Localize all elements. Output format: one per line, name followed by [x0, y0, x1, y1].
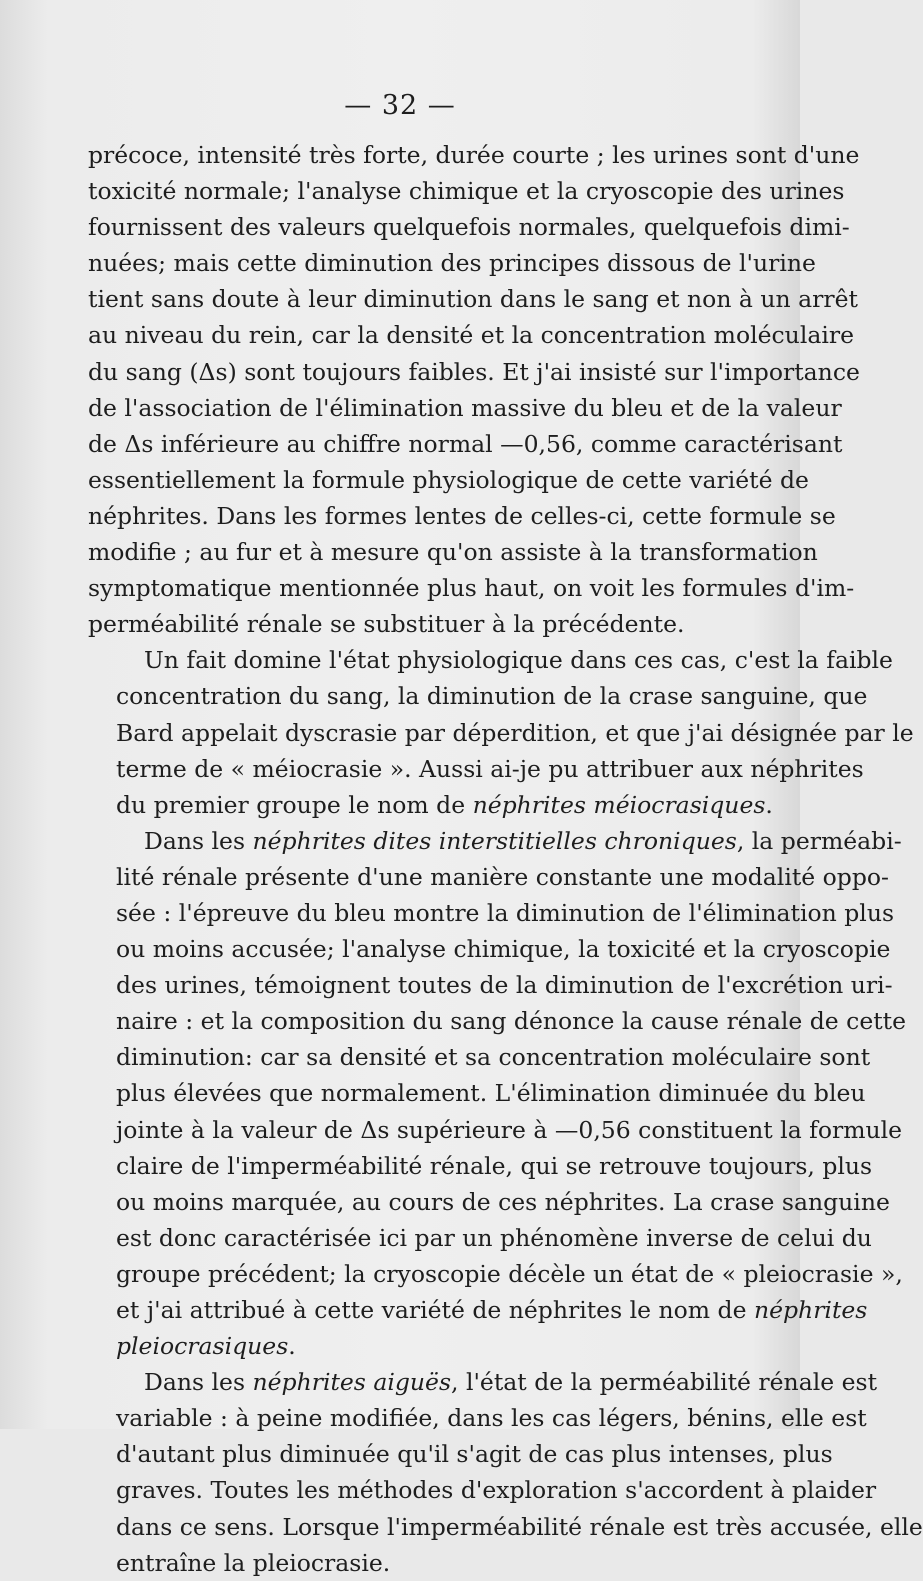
text-segment: Un fait domine l'état physiologique dans ces cas, c'est la faible — [144, 646, 893, 675]
text-segment: terme de « méiocrasie ». Aussi ai-je pu attribuer aux néphrites — [116, 754, 864, 783]
text-line — [88, 678, 868, 714]
text-line — [88, 209, 850, 245]
text-segment: de l'association de l'élimination massive du bleu et de la valeur — [88, 393, 842, 422]
text-segment: jointe à la valeur de Δs supérieure à —0,56 constituent la formule — [116, 1115, 903, 1144]
text-segment: groupe précédent; la cryoscopie décèle un état de « pleiocrasie », — [116, 1259, 903, 1288]
text-segment: . — [765, 790, 773, 819]
text-line — [88, 1509, 923, 1545]
text-line — [88, 967, 893, 1003]
text-line — [88, 1256, 903, 1292]
text-segment: graves. Toutes les méthodes d'exploration s'accordent à plaider — [116, 1476, 877, 1505]
text-line — [88, 1003, 907, 1039]
text-line — [88, 1364, 878, 1400]
text-segment: naire : et la composition du sang dénonce la cause rénale de cette — [116, 1007, 907, 1036]
text-segment: entraîne la pleiocrasie. — [116, 1548, 391, 1577]
text-segment: , l'état de la perméabilité rénale est — [451, 1368, 878, 1397]
italic-text: pleiocrasiques — [116, 1332, 289, 1361]
text-line — [88, 1039, 871, 1075]
italic-text: néphrites — [753, 1296, 868, 1324]
text-segment: . — [288, 1332, 296, 1361]
text-line — [88, 1148, 873, 1184]
text-line — [88, 1436, 833, 1472]
text-line — [88, 1112, 903, 1148]
text-segment: lité rénale présente d'une manière constante une modalité oppo- — [116, 862, 889, 891]
text-segment: Dans les — [144, 1368, 253, 1397]
text-segment: tient sans doute à leur diminution dans le sang et non à un arrêt — [88, 285, 858, 314]
text-segment: perméabilité rénale se substituer à la précédente. — [88, 610, 685, 639]
paragraph — [88, 1364, 923, 1581]
text-segment: , la perméabi- — [736, 826, 902, 855]
text-line — [88, 1292, 868, 1328]
text-segment: au niveau du rein, car la densité et la concentration moléculaire — [88, 321, 854, 350]
text-line — [88, 1472, 877, 1508]
text-line — [88, 715, 914, 751]
text-line — [88, 390, 842, 426]
body-text — [88, 137, 923, 1581]
text-segment: diminution: car sa densité et sa concentration moléculaire sont — [116, 1043, 871, 1072]
text-segment: concentration du sang, la diminution de la crase sanguine, que — [116, 682, 868, 711]
text-segment: précoce, intensité très forte, durée courte ; les urines sont d'une — [88, 141, 860, 169]
text-segment: du sang (Δs) sont toujours faibles. Et j'ai insisté sur l'importance — [88, 357, 860, 386]
paragraph — [88, 823, 907, 1364]
italic-text: néphrites méiocrasiques — [472, 790, 766, 819]
text-line — [88, 606, 766, 642]
text-segment: symptomatique mentionnée plus haut, on voit les formules d'im- — [88, 574, 855, 603]
text-line — [88, 1075, 866, 1111]
text-line — [88, 1220, 872, 1256]
text-segment: modifie ; au fur et à mesure qu'on assiste à la transformation — [88, 538, 818, 567]
text-segment: ou moins marquée, au cours de ces néphrites. La crase sanguine — [116, 1187, 890, 1216]
text-line — [88, 823, 902, 859]
paragraph — [88, 137, 860, 642]
text-segment: nuées; mais cette diminution des principes dissous de l'urine — [88, 249, 816, 278]
text-segment: plus élevées que normalement. L'élimination diminuée du bleu — [116, 1079, 866, 1108]
text-line — [88, 895, 895, 931]
text-line — [88, 931, 891, 967]
text-line — [88, 570, 855, 606]
text-segment: néphrites. Dans les formes lentes de celles-ci, cette formule se — [88, 501, 836, 530]
text-segment: claire de l'imperméabilité rénale, qui se retrouve toujours, plus — [116, 1151, 873, 1180]
text-line — [88, 1184, 890, 1220]
text-line — [88, 787, 773, 823]
page-number: — 32 — — [344, 90, 456, 121]
text-line — [88, 642, 893, 678]
text-segment: dans ce sens. Lorsque l'imperméabilité rénale est très accusée, elle — [116, 1512, 923, 1541]
text-line — [88, 859, 889, 895]
text-line — [88, 281, 858, 317]
text-segment: du premier groupe le nom de — [116, 790, 473, 819]
text-segment: Dans les — [144, 826, 253, 855]
text-line — [88, 1328, 766, 1364]
text-segment: Bard appelait dyscrasie par déperdition, et que j'ai désignée par le — [116, 718, 914, 747]
text-segment: est donc caractérisée ici par un phénomène inverse de celui du — [116, 1223, 872, 1252]
text-line — [88, 354, 860, 390]
paragraph — [88, 642, 914, 822]
text-segment: toxicité normale; l'analyse chimique et la cryoscopie des urines — [88, 177, 845, 206]
text-segment: essentiellement la formule physiologique de cette variété de — [88, 465, 809, 494]
text-line — [88, 317, 854, 353]
text-segment: ou moins accusée; l'analyse chimique, la toxicité et la cryoscopie — [116, 935, 891, 964]
text-segment: de Δs inférieure au chiffre normal —0,56, comme caractérisant — [88, 429, 843, 458]
text-line — [88, 498, 836, 534]
text-line — [88, 137, 860, 173]
text-line — [88, 1400, 867, 1436]
italic-text: néphrites dites interstitielles chroniques — [252, 826, 737, 855]
text-line — [88, 534, 818, 570]
text-segment: d'autant plus diminuée qu'il s'agit de cas plus intenses, plus — [116, 1440, 833, 1469]
text-line — [88, 1545, 766, 1581]
text-segment: et j'ai attribué à cette variété de néphrites le nom de — [116, 1296, 754, 1324]
text-segment: sée : l'épreuve du bleu montre la diminution de l'élimination plus — [116, 898, 895, 927]
text-line — [88, 426, 843, 462]
text-line — [88, 245, 816, 281]
text-line — [88, 173, 845, 209]
text-line — [88, 462, 809, 498]
italic-text: néphrites aiguës — [252, 1368, 452, 1397]
text-segment: variable : à peine modifiée, dans les cas légers, bénins, elle est — [116, 1404, 867, 1433]
text-segment: fournissent des valeurs quelquefois normales, quelquefois dimi- — [88, 213, 850, 242]
text-segment: des urines, témoignent toutes de la diminution de l'excrétion uri- — [116, 971, 893, 1000]
text-line — [88, 751, 864, 787]
